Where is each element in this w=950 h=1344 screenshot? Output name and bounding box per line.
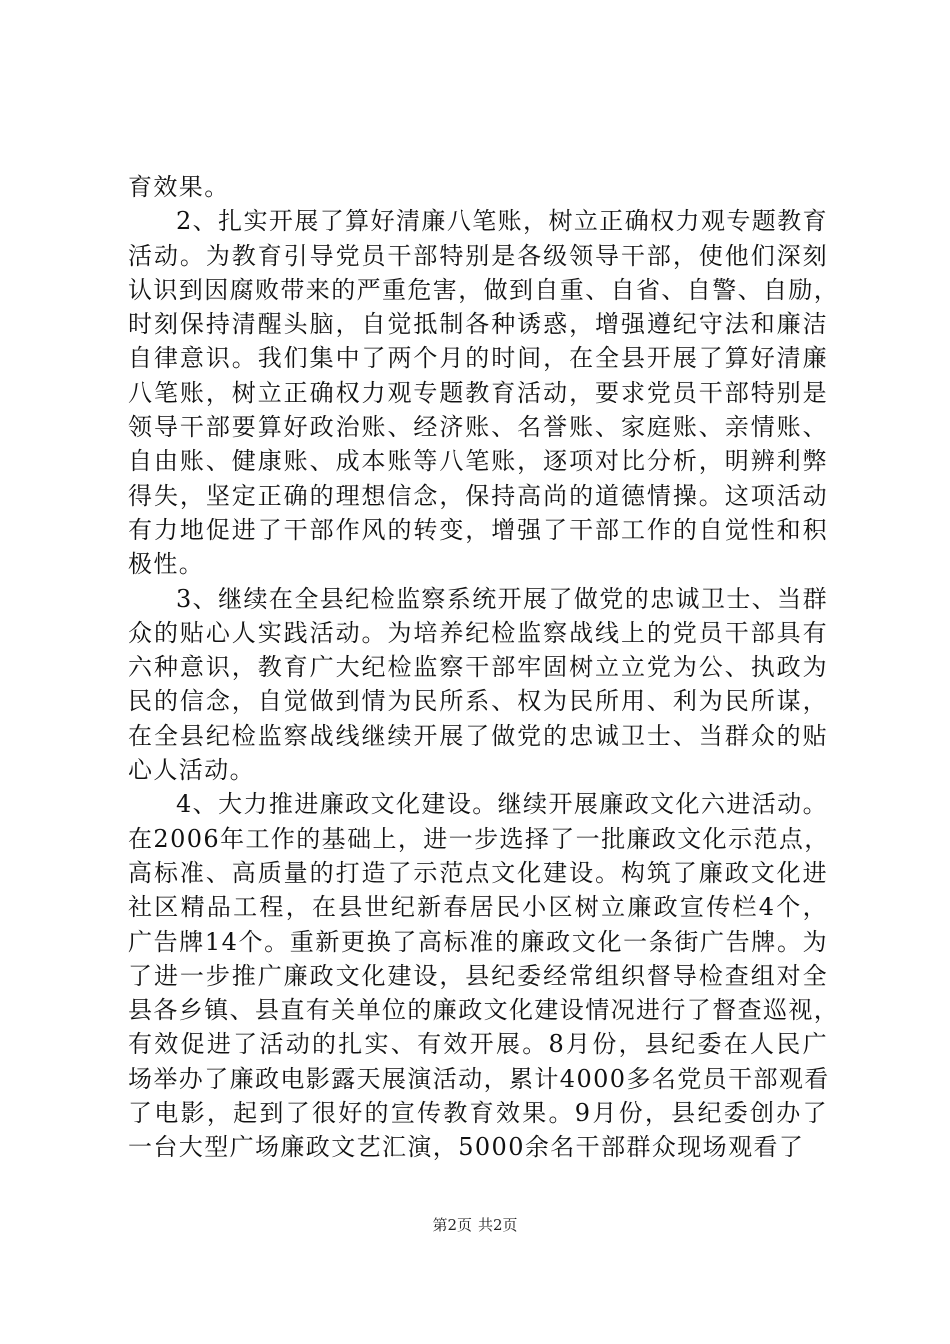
text-line: 时刻保持清醒头脑，自觉抵制各种诱惑，增强遵纪守法和廉洁 xyxy=(128,310,828,339)
text-line: 心人活动。 xyxy=(128,756,255,785)
text-line: 领导干部要算好政治账、经济账、名誉账、家庭账、亲情账、 xyxy=(128,413,828,442)
text-line: 民的信念，自觉做到情为民所系、权为民所用、利为民所谋， xyxy=(128,687,828,716)
text-line: 3、继续在全县纪检监察系统开展了做党的忠诚卫士、当群 xyxy=(176,584,828,613)
text-line: 县各乡镇、县直有关单位的廉政文化建设情况进行了督查巡视， xyxy=(128,996,840,1025)
text-line: 4、大力推进廉政文化建设。继续开展廉政文化六进活动。 xyxy=(176,790,828,819)
text-line: 高标准、高质量的打造了示范点文化建设。构筑了廉政文化进 xyxy=(128,858,828,887)
text-line: 在2006年工作的基础上，进一步选择了一批廉政文化示范点， xyxy=(128,824,830,853)
text-line: 认识到因腐败带来的严重危害，做到自重、自省、自警、自励， xyxy=(128,275,840,304)
text-line: 众的贴心人实践活动。为培养纪检监察战线上的党员干部具有 xyxy=(128,618,828,647)
text-line: 场举办了廉政电影露天展演活动，累计4000多名党员干部观看 xyxy=(128,1064,830,1093)
text-line: 八笔账，树立正确权力观专题教育活动，要求党员干部特别是 xyxy=(128,378,828,407)
text-line: 2、扎实开展了算好清廉八笔账，树立正确权力观专题教育 xyxy=(176,207,828,236)
text-line: 活动。为教育引导党员干部特别是各级领导干部，使他们深刻 xyxy=(128,241,828,270)
text-line: 社区精品工程，在县世纪新春居民小区树立廉政宣传栏4个， xyxy=(128,893,828,922)
text-line: 有效促进了活动的扎实、有效开展。8月份，县纪委在人民广 xyxy=(128,1030,828,1059)
page-number: 第2页 xyxy=(432,1216,472,1234)
text-line: 了进一步推广廉政文化建设，县纪委经常组织督导检查组对全 xyxy=(128,961,828,990)
text-line: 有力地促进了干部作风的转变，增强了干部工作的自觉性和积 xyxy=(128,515,828,544)
text-line: 自律意识。我们集中了两个月的时间，在全县开展了算好清廉 xyxy=(128,344,828,373)
text-line: 极性。 xyxy=(128,550,205,579)
text-line: 一台大型广场廉政文艺汇演，5000余名干部群众现场观看了 xyxy=(128,1133,805,1162)
text-line: 在全县纪检监察战线继续开展了做党的忠诚卫士、当群众的贴 xyxy=(128,721,828,750)
text-line: 六种意识，教育广大纪检监察干部牢固树立立党为公、执政为 xyxy=(128,653,828,682)
page-total: 共2页 xyxy=(478,1216,518,1234)
text-line: 自由账、健康账、成本账等八笔账，逐项对比分析，明辨利弊 xyxy=(128,447,828,476)
text-line: 得失，坚定正确的理想信念，保持高尚的道德情操。这项活动 xyxy=(128,481,828,510)
text-line: 育效果。 xyxy=(128,173,230,201)
text-line: 了电影，起到了很好的宣传教育效果。9月份，县纪委创办了 xyxy=(128,1099,828,1128)
text-line: 广告牌14个。重新更换了高标准的廉政文化一条街广告牌。为 xyxy=(128,927,828,956)
page-footer xyxy=(0,1215,950,1235)
document-body xyxy=(128,170,840,1165)
